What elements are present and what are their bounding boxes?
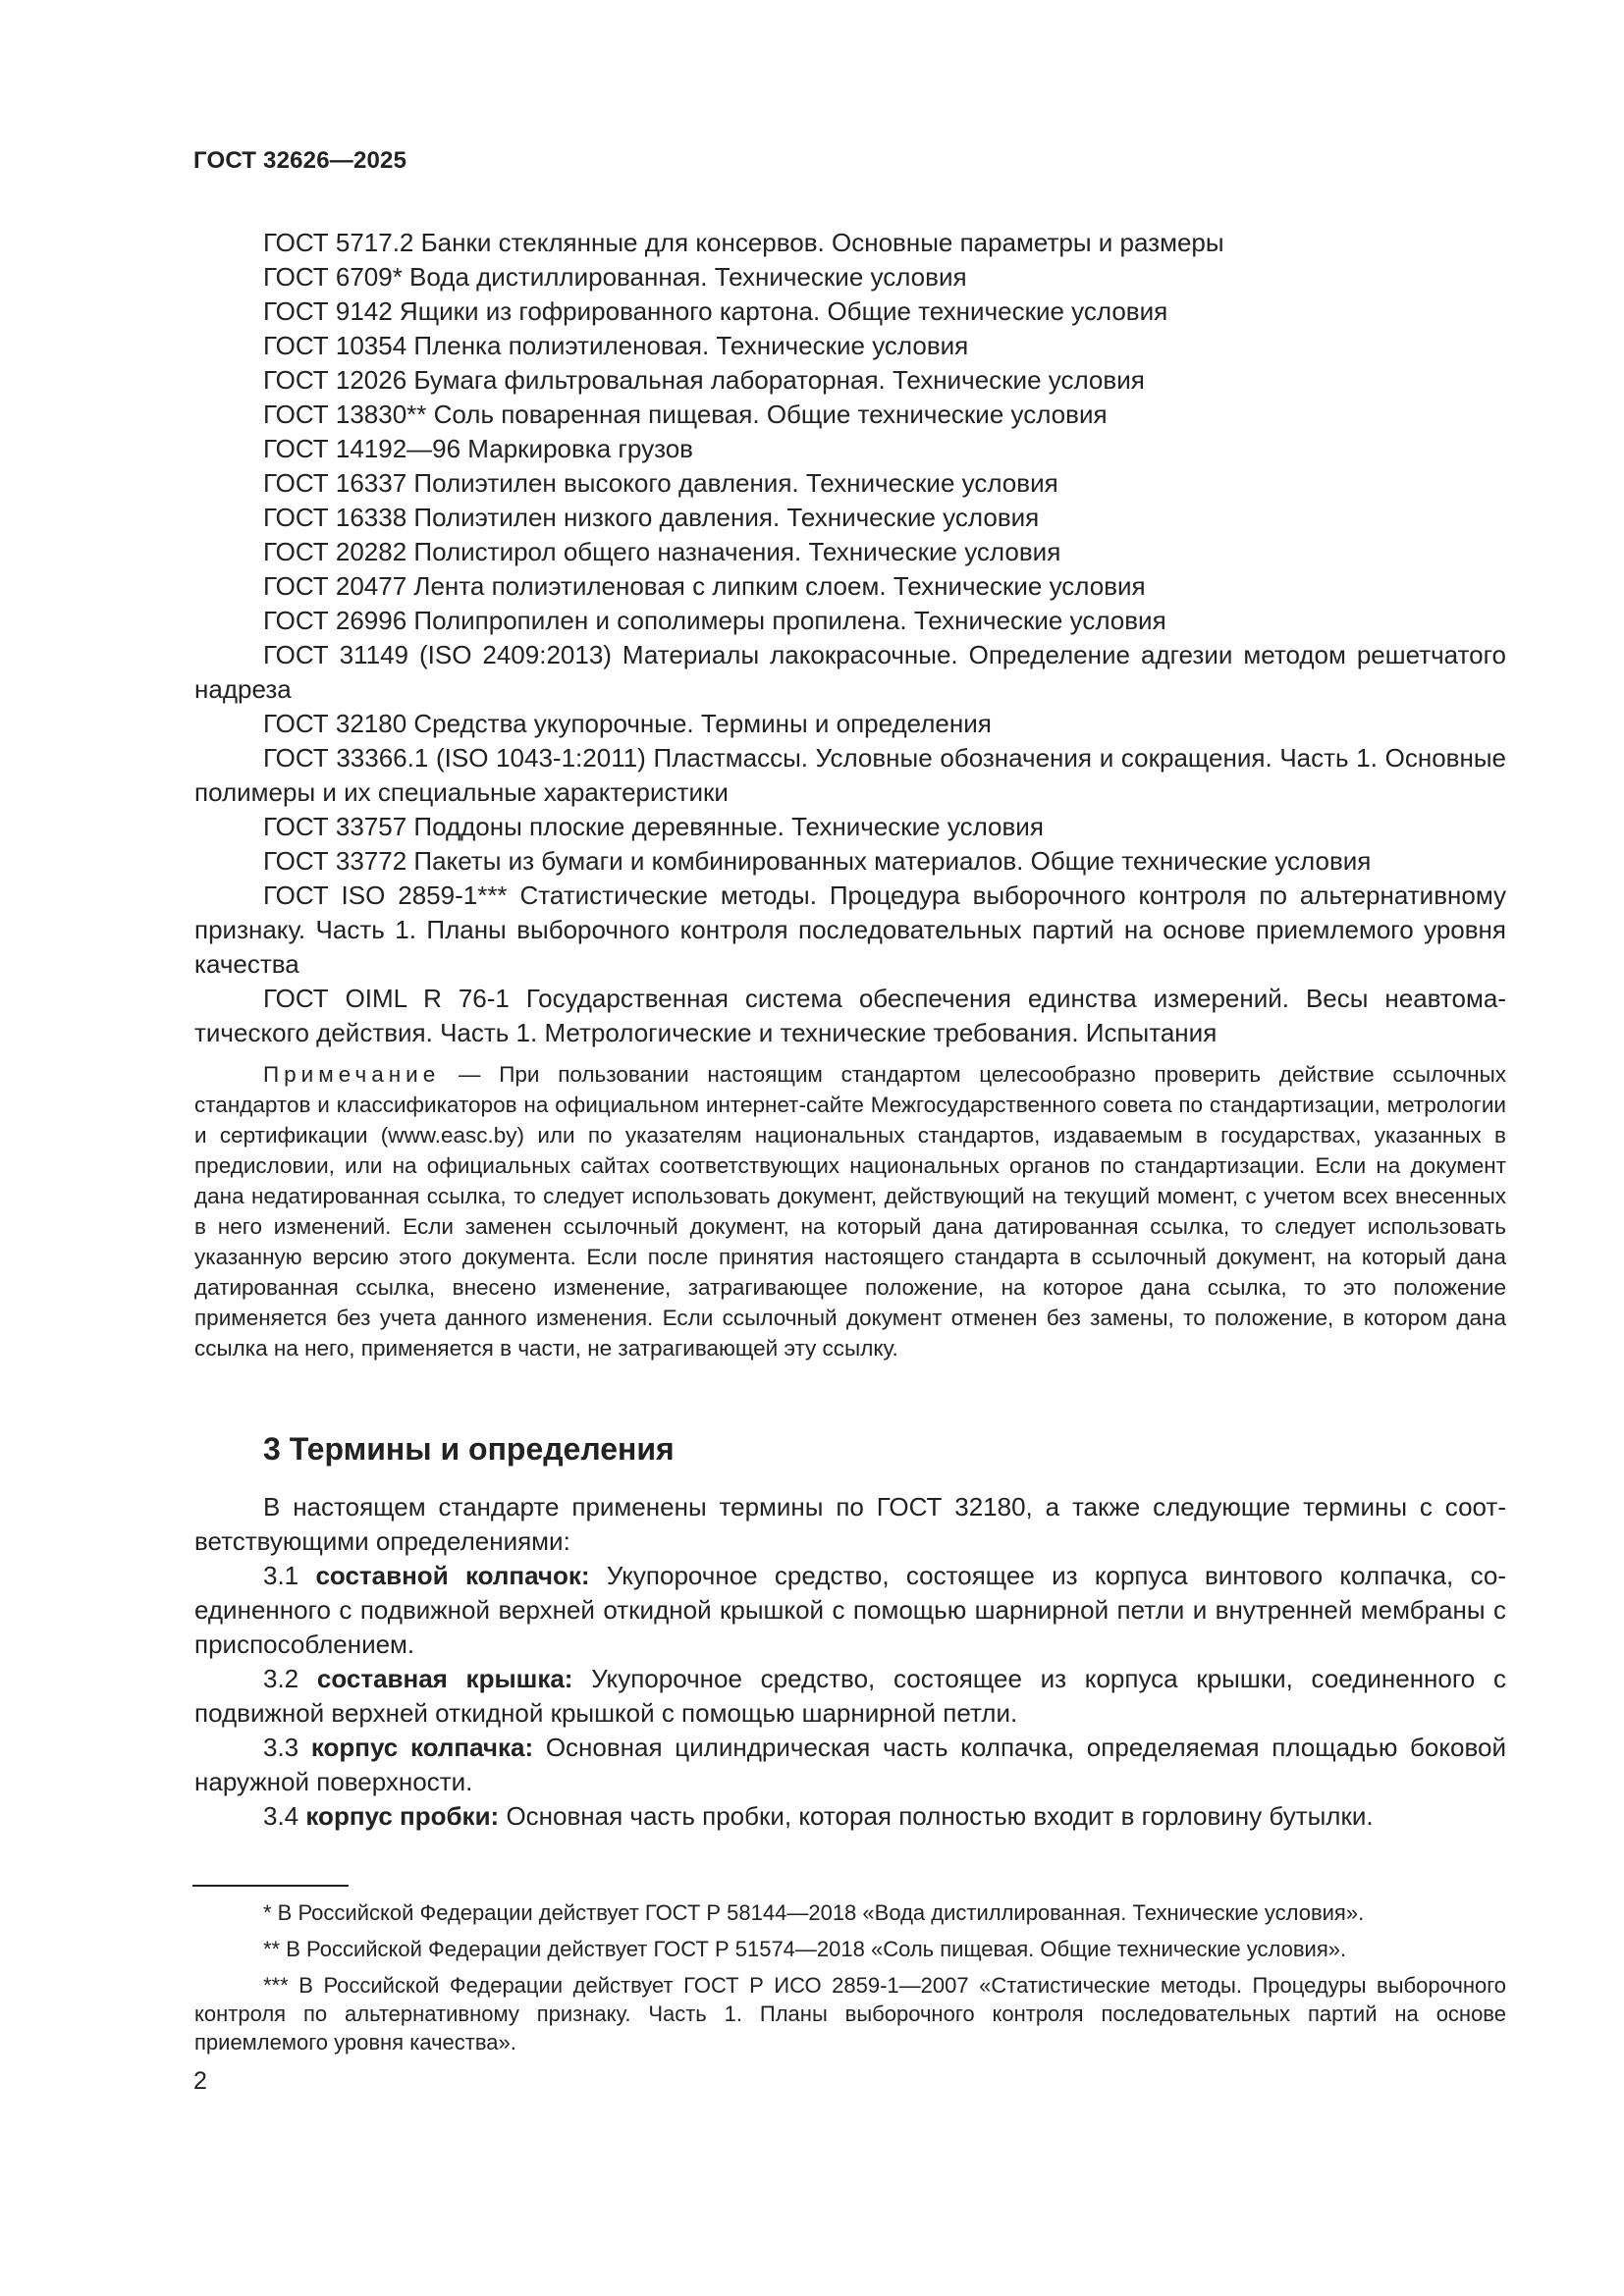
reference-item: ГОСТ ISO 2859-1*** Статистические методы. Процедура выборочного контроля по альтернативному признаку. Часть 1. Планы выборочного контроля последовательных партий на основе приемлемого уровня качества	[194, 881, 1506, 979]
term-name: составной колпачок:	[315, 1561, 590, 1590]
reference-item: ГОСТ 31149 (ISO 2409:2013) Материалы лакокрасочные. Определение адгезии методом решетчатого надреза	[194, 640, 1506, 704]
term-number: 3.1	[263, 1561, 299, 1590]
term-entry	[194, 1799, 1506, 1834]
footnote-separator	[192, 1885, 349, 1887]
term-name: корпус пробки:	[305, 1801, 500, 1831]
term-number: 3.3	[263, 1733, 299, 1762]
reference-item: ГОСТ 6709* Вода дистиллированная. Технические условия	[263, 262, 967, 292]
term-number: 3.4	[263, 1801, 299, 1831]
reference-item: ГОСТ OIML R 76-1 Государственная система обеспечения единства измерений. Весы неавтоматического действия. Часть 1. Метрологические и технические требования. Испытания	[194, 984, 1506, 1047]
term-definition: Основная цилиндрическая часть колпачка, определяемая площадью боковой наружной поверхности.	[194, 1733, 1506, 1796]
reference-item: ГОСТ 33757 Поддоны плоские деревянные. Технические условия	[263, 812, 1044, 841]
term-definition: Укупорочное средство, состоящее из корпуса крышки, соединенного с подвижной верхней откидной крышкой с помощью шарнирной петли.	[194, 1664, 1506, 1728]
footnote: ** В Российской Федерации действует ГОСТ Р 51574—2018 «Соль пищевая. Общие технические условия».	[263, 1937, 1347, 1961]
term-name: составная крышка:	[316, 1664, 573, 1693]
reference-item: ГОСТ 16338 Полиэтилен низкого давления. Технические условия	[263, 503, 1040, 532]
section-intro: В настоящем стандарте применены термины по ГОСТ 32180, а также следующие термины с соответствующими определениями:	[194, 1492, 1506, 1556]
document-header: ГОСТ 32626—2025	[193, 147, 407, 174]
reference-item: ГОСТ 16337 Полиэтилен высокого давления. Технические условия	[263, 468, 1058, 498]
term-definition: Укупорочное средство, состоящее из корпуса винтового колпачка, соединенного с подвижной верхней откидной крышкой с помощью шарнирной петли и внутренней мембраны с приспособлением.	[194, 1561, 1507, 1659]
note-paragraph	[194, 1059, 1506, 1363]
term-entry	[194, 1731, 1506, 1799]
term-name: корпус колпачка:	[310, 1733, 534, 1762]
footnote: * В Российской Федерации действует ГОСТ Р 58144—2018 «Вода дистиллированная. Технические условия».	[263, 1900, 1365, 1925]
reference-item: ГОСТ 33366.1 (ISO 1043-1:2011) Пластмассы. Условные обозначения и сокращения. Часть 1. Основные полимеры и их специальные характеристики	[194, 743, 1506, 807]
note-text: — При пользовании настоящим стандартом целесообразно проверить действие ссылочных стандартов и классификаторов на официальном интернет-сайте Межгосударственного совета по стандартизации, метрологии и сертификации (www.easc.by) или по указателям национальных стандартов, издаваемым в государствах, указанных в предисловии, или на официальных сайтах соответствующих национальных органов по стандартизации. Если на документ дана недатированная ссылка, то следует использовать документ, действующий на текущий момент, с учетом всех внесенных в него изменений. Если заменен ссылочный документ, на который дана датированная ссылка, то следует использовать указанную версию этого документа. Если после принятия настоящего стандарта в ссылочный документ, на который дана датированная ссылка, внесено изменение, затрагивающее положение, на которое дана ссылка, то это положение применяется без учета данного изменения. Если ссылочный документ отменен без замены, то положение, в котором дана ссылка на него, применяется в части, не затрагивающей эту ссылку.	[194, 1062, 1506, 1361]
reference-item: ГОСТ 32180 Средства укупорочные. Термины и определения	[263, 709, 992, 738]
section-title: 3 Термины и определения	[263, 1431, 675, 1467]
reference-item: ГОСТ 20477 Лента полиэтиленовая с липким слоем. Технические условия	[263, 571, 1146, 601]
note-block	[194, 1059, 1506, 1363]
note-label: Примечание	[263, 1062, 441, 1087]
page-number: 2	[193, 2067, 207, 2095]
reference-item: ГОСТ 10354 Пленка полиэтиленовая. Технические условия	[263, 331, 969, 360]
normative-references-list	[194, 226, 1506, 1050]
footnote: *** В Российской Федерации действует ГОСТ Р ИСО 2859-1—2007 «Статистические методы. Процедуры выборочного контроля по альтернативному признаку. Часть 1. Планы выборочного контроля последовательных партий на основе приемлемого уровня качества».	[194, 1973, 1506, 2055]
reference-item: ГОСТ 14192—96 Маркировка грузов	[263, 434, 693, 463]
reference-item: ГОСТ 5717.2 Банки стеклянные для консервов. Основные параметры и размеры	[263, 228, 1224, 257]
reference-item: ГОСТ 13830** Соль поваренная пищевая. Общие технические условия	[263, 400, 1108, 429]
reference-item: ГОСТ 33772 Пакеты из бумаги и комбинированных материалов. Общие технические условия	[263, 846, 1372, 876]
reference-item: ГОСТ 9142 Ящики из гофрированного картона. Общие технические условия	[263, 296, 1168, 326]
term-entry	[194, 1559, 1506, 1662]
footnotes	[194, 1898, 1506, 2064]
section-body	[194, 1490, 1506, 1834]
reference-item: ГОСТ 12026 Бумага фильтровальная лабораторная. Технические условия	[263, 365, 1145, 395]
reference-item: ГОСТ 20282 Полистирол общего назначения. Технические условия	[263, 537, 1061, 566]
term-entry	[194, 1662, 1506, 1731]
reference-item: ГОСТ 26996 Полипропилен и сополимеры пропилена. Технические условия	[263, 606, 1166, 635]
term-number: 3.2	[263, 1664, 299, 1693]
term-definition: Основная часть пробки, которая полностью входит в горловину бутылки.	[506, 1801, 1374, 1831]
